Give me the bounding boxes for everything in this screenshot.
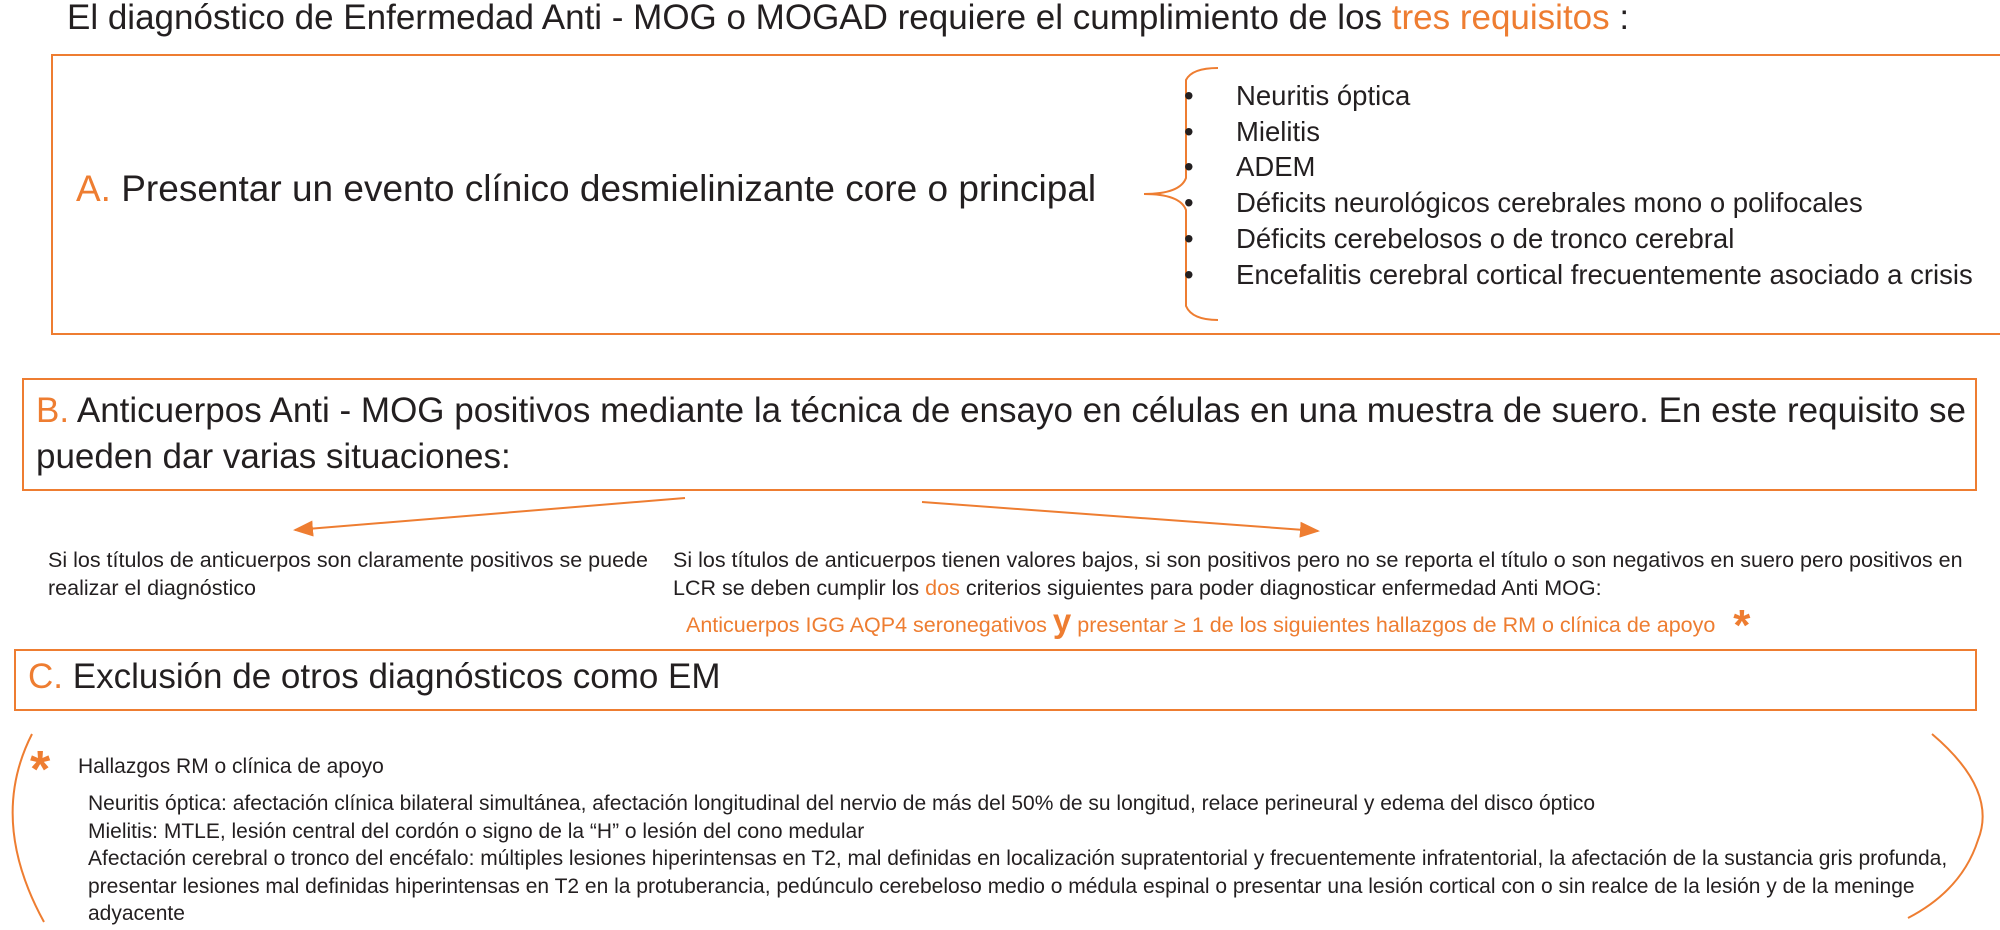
footnote-asterisk-icon: * xyxy=(30,741,51,799)
requirement-c-letter: C. xyxy=(28,657,63,696)
list-item: • Déficits neurológicos cerebrales mono o polifocales xyxy=(1180,185,1980,221)
criteria-line xyxy=(686,601,1751,650)
branch-arrows xyxy=(0,490,2000,540)
asterisk-icon: * xyxy=(1733,601,1751,650)
requirement-c-label: Exclusión de otros diagnósticos como EM xyxy=(72,657,721,696)
list-item: • Déficits cerebelosos o de tronco cerebral xyxy=(1180,221,1980,257)
criterion-mri: presentar ≥ 1 de los siguientes hallazgos de RM o clínica de apoyo xyxy=(1077,613,1716,637)
right-case-before: Si los títulos de anticuerpos tienen valores bajos, si son positivos pero no se reporta el título o son negativos en suero pero positivos en LCR se deben cumplir los xyxy=(673,548,1963,600)
arrow-left-icon xyxy=(295,498,685,530)
left-case-text: Si los títulos de anticuerpos son claramente positivos se puede realizar el diagnóstico xyxy=(48,548,648,600)
arrow-right-icon xyxy=(922,502,1318,531)
requirement-c-text xyxy=(28,657,721,697)
right-case-after: criterios siguientes para poder diagnosticar enfermedad Anti MOG: xyxy=(965,576,1602,600)
criterion-connector: y xyxy=(1052,602,1072,639)
list-item: Neuritis óptica: afectación clínica bilateral simultánea, afectación longitudinal del nervio de más del 50% de su longitud, relace perineural y edema del disco óptico xyxy=(88,792,1596,815)
right-case-highlight: dos xyxy=(925,576,960,600)
core-events-list xyxy=(1180,78,1980,292)
title-highlight: tres requisitos xyxy=(1391,0,1610,37)
requirement-a-label: Presentar un evento clínico desmielinizante core o principal xyxy=(121,168,1097,209)
requirement-b-label: Anticuerpos Anti - MOG positivos mediante la técnica de ensayo en células en una muestra de suero. En este requisito se pueden dar varias situaciones: xyxy=(36,391,1966,476)
list-item: • Encefalitis cerebral cortical frecuentemente asociado a crisis xyxy=(1180,257,1980,293)
right-case-text xyxy=(673,546,1963,602)
diagram-title xyxy=(67,0,1629,38)
criterion-aqp4: Anticuerpos IGG AQP4 seronegativos xyxy=(686,613,1047,637)
title-suffix: : xyxy=(1609,0,1630,37)
footnote-title: Hallazgos RM o clínica de apoyo xyxy=(78,755,384,778)
requirement-b-letter: B. xyxy=(36,391,70,430)
requirement-a-letter: A. xyxy=(76,168,111,209)
list-item: Mielitis: MTLE, lesión central del cordón o signo de la “H” o lesión del cono medular xyxy=(88,819,865,843)
list-item: • ADEM xyxy=(1180,149,1980,185)
list-item: • Mielitis xyxy=(1180,114,1980,150)
list-item: Afectación cerebral o tronco del encéfalo: múltiples lesiones hiperintensas en T2, mal definidas en localización supratentorial y frecuentemente infratentorial, la afectación de la sustancia gris profunda, presentar lesiones mal definidas hiperintensas en T2 en la protuberancia, pedúnculo cerebeloso medio o médula espinal o presentar una lesión cortical con o sin realce de la lesión y de la meninge adyacente xyxy=(88,847,1948,925)
footnote-items xyxy=(88,790,1968,928)
requirement-b-text xyxy=(36,388,1966,480)
requirement-a-text xyxy=(76,168,1096,210)
list-item: • Neuritis óptica xyxy=(1180,78,1980,114)
title-text: El diagnóstico de Enfermedad Anti - MOG o MOGAD requiere el cumplimiento de los xyxy=(67,0,1383,37)
